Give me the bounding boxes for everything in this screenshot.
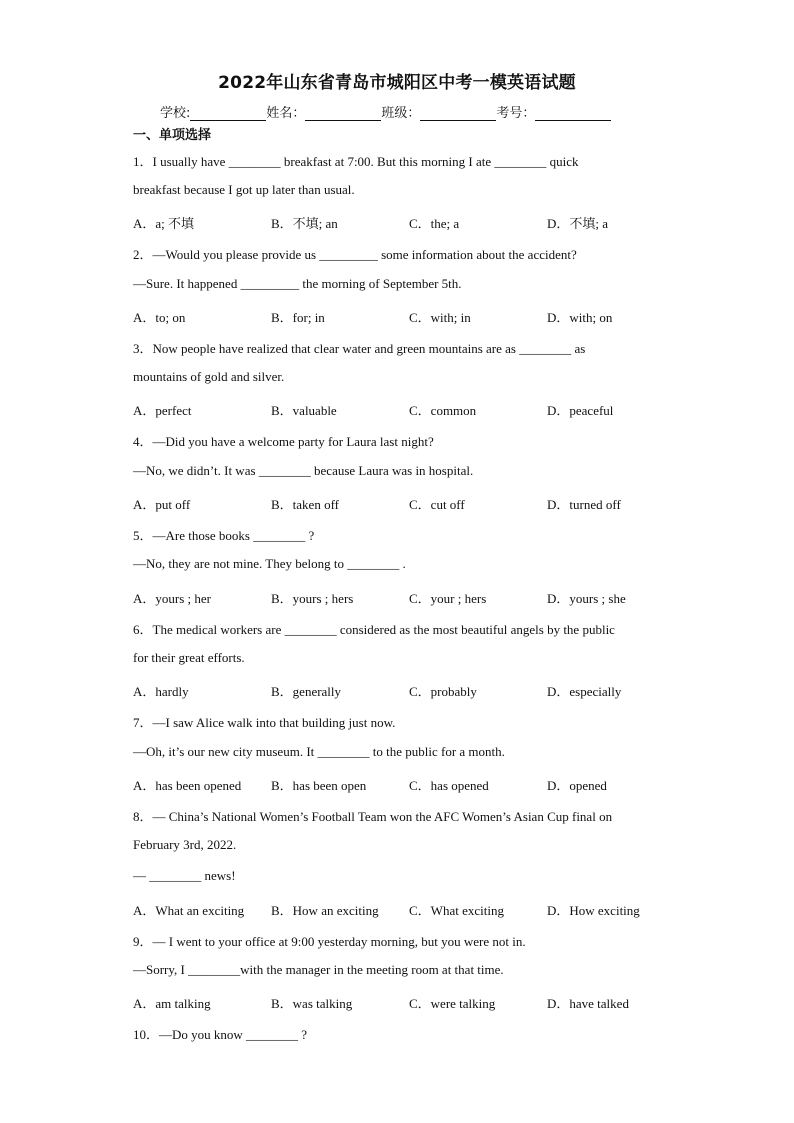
question-8-line-2: February 3rd, 2022. [133, 837, 237, 852]
exam-no-blank[interactable] [535, 106, 611, 121]
question-2-line-1: 2．—Would you please provide us _________ some information about the accident? [133, 247, 577, 262]
question-8-line-3: — ________ news! [133, 868, 236, 883]
question-6-line-1: 6．The medical workers are ________ considered as the most beautiful angels by the public [133, 622, 615, 637]
exam-no-label: 考号： [496, 106, 536, 121]
option-c[interactable]: C．with; in [409, 310, 471, 325]
option-b[interactable]: B．valuable [271, 403, 337, 418]
class-label: 班级： [381, 106, 421, 121]
question-5-line-1: 5．—Are those books ________ ? [133, 528, 315, 543]
option-d[interactable]: D．especially [547, 684, 622, 699]
option-c[interactable]: C．were talking [409, 996, 496, 1011]
student-info-row [160, 102, 611, 121]
question-4-line-2: —No, we didn’t. It was ________ because Laura was in hospital. [133, 463, 474, 478]
option-d[interactable]: D．yours ; she [547, 591, 626, 606]
question-5-line-2: —No, they are not mine. They belong to ________ . [133, 556, 406, 571]
option-a[interactable]: A．has been opened [133, 778, 242, 793]
option-a[interactable]: A．to; on [133, 310, 186, 325]
option-c[interactable]: C．What exciting [409, 903, 504, 918]
option-c[interactable]: C．the; a [409, 216, 460, 231]
question-8-line-1: 8．— China’s National Women’s Football Team won the AFC Women’s Asian Cup final on [133, 809, 613, 824]
option-b[interactable]: B．yours ; hers [271, 591, 354, 606]
question-9-line-2: —Sorry, I ________with the manager in the meeting room at that time. [133, 962, 504, 977]
page-title: 2022年山东省青岛市城阳区中考一模英语试题 [218, 73, 576, 93]
question-4-line-1: 4．—Did you have a welcome party for Laura last night? [133, 434, 434, 449]
option-b[interactable]: B．has been open [271, 778, 367, 793]
option-a[interactable]: A．put off [133, 497, 191, 512]
question-7-line-1: 7．—I saw Alice walk into that building just now. [133, 715, 396, 730]
option-d[interactable]: D．How exciting [547, 903, 640, 918]
school-label: 学校: [160, 106, 191, 121]
question-7-line-2: —Oh, it’s our new city museum. It ________ to the public for a month. [133, 744, 505, 759]
school-blank[interactable] [190, 106, 266, 121]
option-a[interactable]: A．hardly [133, 684, 189, 699]
option-c[interactable]: C．has opened [409, 778, 489, 793]
option-c[interactable]: C．common [409, 403, 477, 418]
question-10-line-1: 10．—Do you know ________ ? [133, 1027, 308, 1042]
option-d[interactable]: D．with; on [547, 310, 613, 325]
option-b[interactable]: B．generally [271, 684, 342, 699]
option-d[interactable]: D．turned off [547, 497, 621, 512]
question-3-line-2: mountains of gold and silver. [133, 369, 285, 384]
option-a[interactable]: A．am talking [133, 996, 211, 1011]
option-b[interactable]: B．不填; an [271, 216, 338, 231]
option-d[interactable]: D．opened [547, 778, 607, 793]
option-b[interactable]: B．for; in [271, 310, 325, 325]
name-label: 姓名： [266, 106, 306, 121]
question-9-line-1: 9．— I went to your office at 9:00 yesterday morning, but you were not in. [133, 934, 526, 949]
question-6-line-2: for their great efforts. [133, 650, 245, 665]
name-blank[interactable] [305, 106, 381, 121]
option-b[interactable]: B．taken off [271, 497, 339, 512]
class-blank[interactable] [420, 106, 496, 121]
option-b[interactable]: B．was talking [271, 996, 353, 1011]
option-c[interactable]: C．cut off [409, 497, 465, 512]
option-a[interactable]: A．yours ; her [133, 591, 211, 606]
option-c[interactable]: C．probably [409, 684, 477, 699]
option-b[interactable]: B．How an exciting [271, 903, 379, 918]
option-d[interactable]: D．不填; a [547, 216, 609, 231]
option-a[interactable]: A．a; 不填 [133, 216, 195, 231]
question-1-line-1: 1．I usually have ________ breakfast at 7:00. But this morning I ate ________ quick [133, 154, 579, 169]
option-d[interactable]: D．have talked [547, 996, 629, 1011]
option-a[interactable]: A．perfect [133, 403, 192, 418]
question-3-line-1: 3．Now people have realized that clear water and green mountains are as ________ as [133, 341, 586, 356]
question-1-line-2: breakfast because I got up later than usual. [133, 182, 355, 197]
option-d[interactable]: D．peaceful [547, 403, 614, 418]
question-2-line-2: —Sure. It happened _________ the morning of September 5th. [133, 276, 462, 291]
option-a[interactable]: A．What an exciting [133, 903, 245, 918]
section-title: 一、单项选择 [133, 128, 212, 143]
option-c[interactable]: C．your ; hers [409, 591, 487, 606]
